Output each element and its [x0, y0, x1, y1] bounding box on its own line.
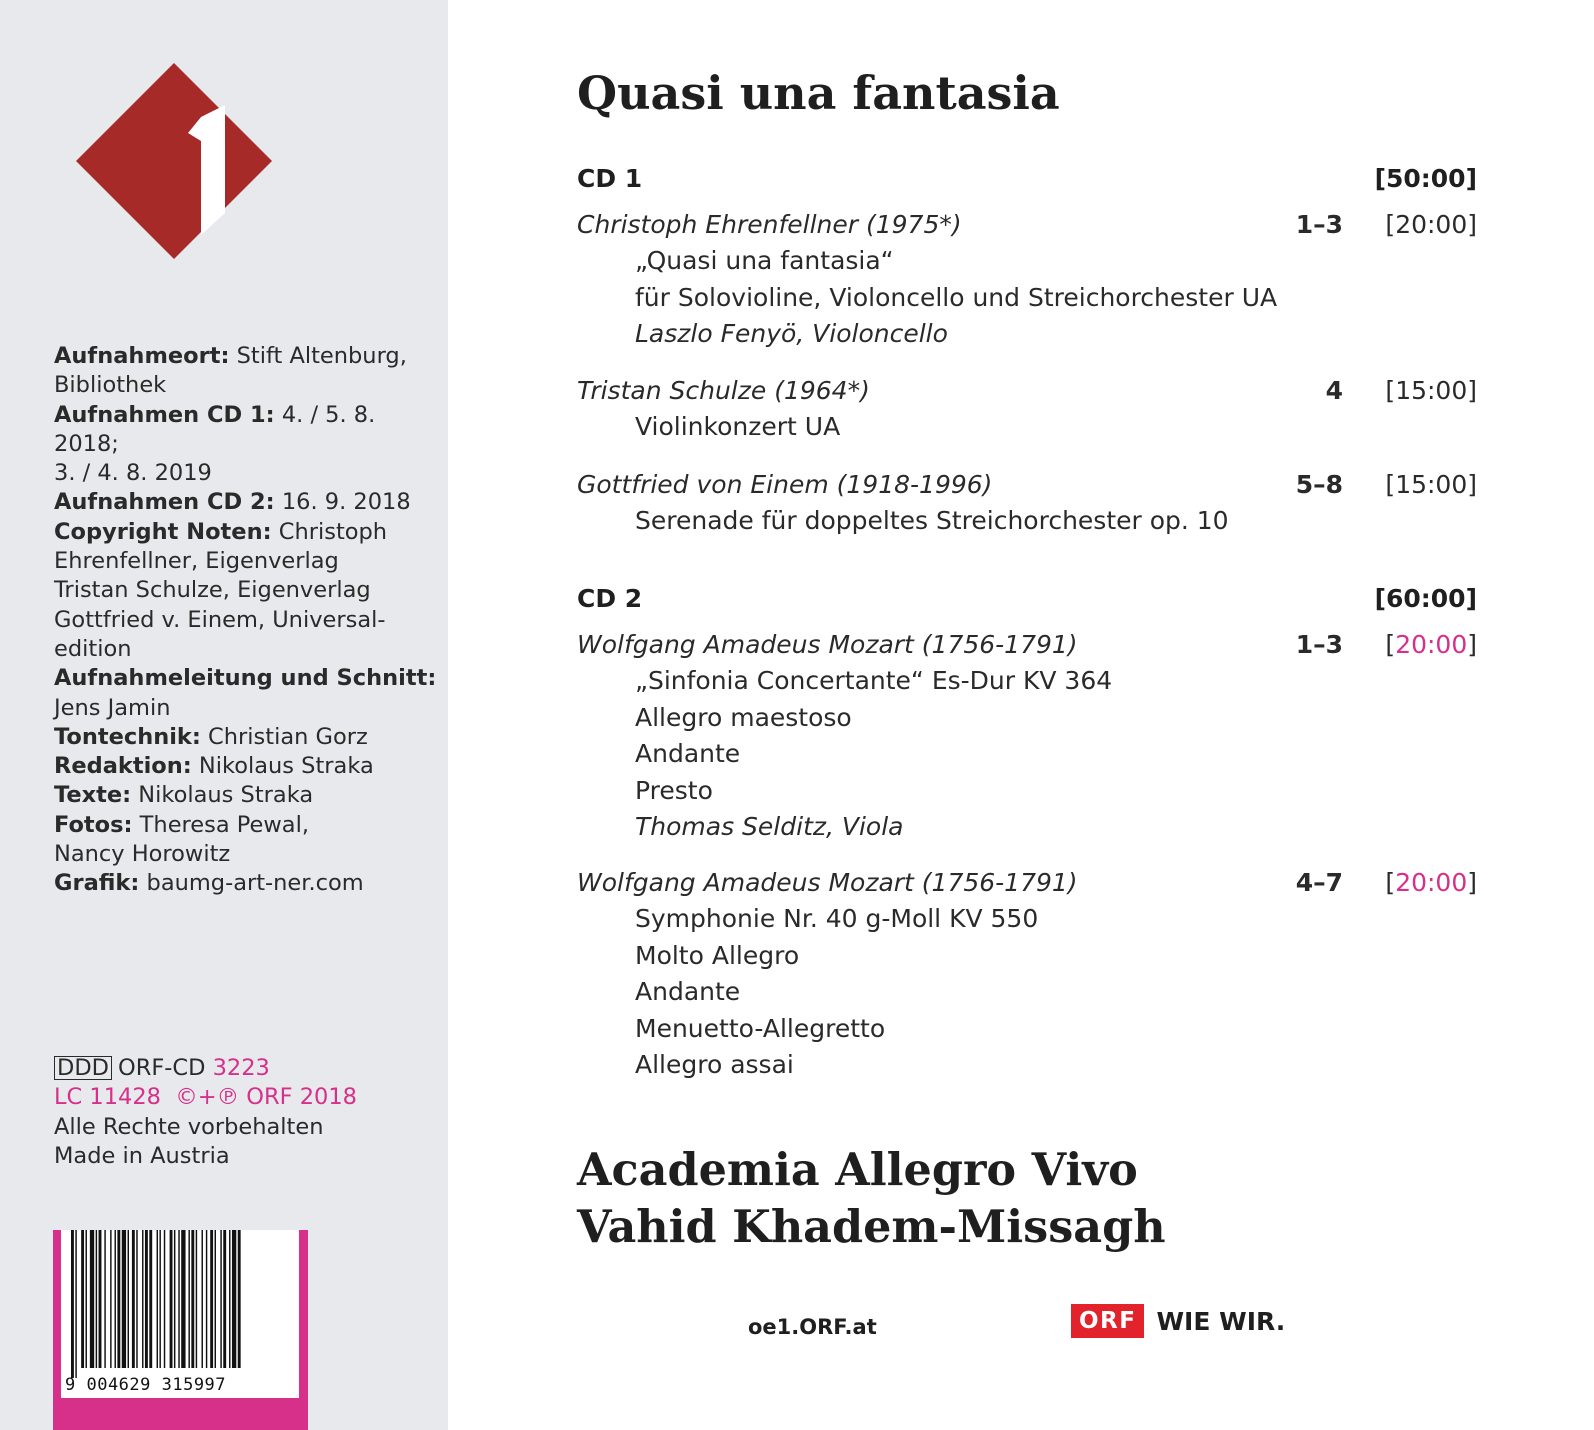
- credit-label: Tontechnik:: [54, 723, 201, 750]
- sidebar: [0, 0, 448, 1430]
- barcode-bar: [174, 1230, 175, 1368]
- credit-item: [54, 723, 439, 752]
- credit-label: Aufnahmen CD 1:: [54, 401, 275, 428]
- credit-item: [54, 342, 439, 401]
- label-code: LC 11428: [54, 1084, 161, 1111]
- work-line: Andante: [635, 977, 741, 1007]
- barcode-bar: [210, 1230, 213, 1368]
- legal-block: [54, 1054, 357, 1171]
- credit-label: Aufnahmen CD 2:: [54, 489, 275, 516]
- soloist-line: Laszlo Fenyö, Violoncello: [635, 319, 948, 349]
- credit-label: Fotos:: [54, 811, 133, 838]
- barcode-bar: [96, 1230, 97, 1368]
- composer-name: Wolfgang Amadeus Mozart (1756-1791): [577, 868, 1078, 897]
- ddd-badge: DDD: [54, 1056, 112, 1080]
- work-duration: [1385, 865, 1477, 901]
- track-numbers: 4–7: [1295, 868, 1343, 897]
- credit-item: [54, 869, 439, 898]
- credit-value: Bibliothek: [54, 372, 167, 399]
- credit-item: [54, 664, 439, 723]
- work-header: [577, 467, 1477, 503]
- cd-duration: [50:00]: [1374, 164, 1477, 193]
- credit-item: [54, 488, 439, 517]
- credit-item: [54, 811, 439, 870]
- work-mozart-symphony: [577, 865, 1477, 1083]
- barcode-bar: [220, 1230, 221, 1368]
- credit-value: Tristan Schulze, Eigenverlag: [54, 577, 371, 604]
- barcode-bar: [142, 1230, 143, 1368]
- work-ehrenfellner: [577, 207, 1477, 353]
- barcode-bar: [110, 1230, 111, 1368]
- barcode-bar: [229, 1230, 230, 1368]
- work-line: „Quasi una fantasia“: [635, 246, 894, 276]
- credit-label: Redaktion:: [54, 753, 192, 780]
- barcode-bar: [206, 1230, 207, 1368]
- barcode-bar: [232, 1230, 236, 1368]
- credits-block: [54, 342, 439, 899]
- bracket-open: [: [1385, 210, 1396, 239]
- work-line: „Sinfonia Concertante“ Es-Dur KV 364: [635, 666, 1113, 696]
- bracket-close: ]: [1467, 210, 1477, 239]
- barcode-panel: [53, 1230, 308, 1430]
- credit-item: [54, 781, 439, 810]
- credit-value: 3. / 4. 8. 2019: [54, 460, 212, 487]
- work-einem: [577, 467, 1477, 540]
- work-header: [577, 865, 1477, 901]
- performers: [577, 1142, 1166, 1256]
- barcode-bar: [117, 1230, 120, 1368]
- label-code-line: [54, 1083, 357, 1112]
- bracket-open: [: [1385, 630, 1396, 659]
- barcode-bar: [215, 1230, 216, 1368]
- catalog-prefix: ORF-CD: [117, 1055, 206, 1081]
- duration-value: 20:00: [1395, 630, 1468, 659]
- work-line: Molto Allegro: [635, 940, 800, 970]
- credit-value: Theresa Pewal,: [132, 811, 309, 838]
- duration-value: 15:00: [1395, 470, 1468, 499]
- composer-name: Tristan Schulze (1964*): [577, 376, 870, 405]
- barcode-label: [61, 1230, 299, 1398]
- barcode-bar: [99, 1230, 102, 1368]
- cd2-heading: [577, 584, 1477, 613]
- credit-value: edition: [54, 635, 132, 662]
- work-line: Andante: [635, 739, 741, 769]
- ensemble-name: Academia Allegro Vivo: [577, 1144, 1138, 1196]
- cd1-heading: [577, 164, 1477, 193]
- duration-value: 20:00: [1395, 210, 1468, 239]
- barcode-bar: [122, 1230, 126, 1368]
- barcode-bar: [164, 1230, 165, 1368]
- work-duration: [1385, 207, 1477, 243]
- credit-value: Stift Altenburg,: [229, 343, 407, 369]
- barcode-bar: [71, 1230, 74, 1378]
- work-line: Menuetto-Allegretto: [635, 1013, 886, 1043]
- orf-slogan: WIE WIR.: [1156, 1306, 1286, 1336]
- barcode-bar: [104, 1230, 105, 1368]
- credit-value: Nancy Horowitz: [54, 841, 231, 868]
- rights-text: Alle Rechte vorbehalten: [54, 1113, 324, 1140]
- credit-item: [54, 752, 439, 781]
- work-schulze: [577, 373, 1477, 446]
- work-line: Allegro maestoso: [635, 702, 852, 732]
- copyright-notice: ©+℗ ORF 2018: [175, 1084, 357, 1111]
- credit-label: Grafik:: [54, 870, 140, 897]
- credit-label: Aufnahmeort:: [54, 343, 230, 369]
- website-url: oe1.ORF.at: [748, 1315, 877, 1339]
- album-title: Quasi una fantasia: [577, 66, 1060, 120]
- barcode-bar: [128, 1230, 129, 1368]
- barcode-bar: [181, 1230, 185, 1368]
- work-duration: [1385, 627, 1477, 663]
- barcode-bar: [196, 1230, 197, 1368]
- barcode-bar: [75, 1230, 76, 1378]
- work-duration: [1385, 373, 1477, 409]
- work-line: Presto: [635, 775, 713, 805]
- bracket-close: ]: [1467, 376, 1477, 405]
- barcode-bar: [90, 1230, 94, 1368]
- barcode-bar: [191, 1230, 194, 1368]
- track-numbers: 1–3: [1295, 210, 1343, 239]
- barcode-bar: [188, 1230, 189, 1368]
- origin-text: Made in Austria: [54, 1142, 230, 1169]
- barcode-bar: [132, 1230, 135, 1368]
- cd-title: CD 2: [577, 584, 643, 613]
- bracket-close: ]: [1467, 470, 1477, 499]
- bracket-close: ]: [1467, 868, 1477, 897]
- diamond-shape: [76, 63, 272, 259]
- barcode-bar: [223, 1230, 226, 1368]
- credit-value: 16. 9. 2018: [274, 489, 411, 516]
- soloist-line: Thomas Selditz, Viola: [635, 812, 904, 842]
- work-header: [577, 373, 1477, 409]
- work-header: [577, 627, 1477, 663]
- credit-value: Nikolaus Straka: [191, 753, 374, 780]
- catalog-number: 3223: [212, 1055, 270, 1081]
- credit-value: Gottfried v. Einem, Universal-: [54, 606, 386, 633]
- duration-value: 20:00: [1395, 868, 1468, 897]
- work-line: Symphonie Nr. 40 g-Moll KV 550: [635, 904, 1039, 934]
- track-numbers: 5–8: [1295, 470, 1343, 499]
- diamond-logo: [76, 63, 272, 259]
- barcode-bar: [178, 1230, 179, 1368]
- work-line: für Solovioline, Violoncello und Streichorchester UA: [635, 282, 1278, 312]
- bracket-open: [: [1385, 470, 1396, 499]
- barcode-bar: [115, 1230, 116, 1368]
- credit-value: Christoph: [271, 518, 388, 545]
- work-line: Allegro assai: [635, 1050, 794, 1080]
- barcode-bars: [71, 1230, 289, 1378]
- cd-title: CD 1: [577, 164, 643, 193]
- barcode-bar: [157, 1230, 158, 1368]
- credit-item: [54, 518, 439, 664]
- work-line: Serenade für doppeltes Streichorchester op. 10: [635, 506, 1229, 536]
- composer-name: Christoph Ehrenfellner (1975*): [577, 210, 962, 239]
- work-line: Violinkonzert UA: [635, 412, 841, 442]
- credit-value: Nikolaus Straka: [131, 782, 314, 809]
- orf-brand: [1071, 1304, 1285, 1338]
- credit-value: Christian Gorz: [200, 723, 368, 750]
- credit-item: [54, 401, 439, 489]
- barcode-number: 9 004629 315997: [65, 1375, 227, 1395]
- credit-value: 4. / 5. 8. 2018;: [54, 401, 376, 457]
- bracket-open: [: [1385, 376, 1396, 405]
- work-duration: [1385, 467, 1477, 503]
- barcode-bar: [81, 1230, 84, 1368]
- conductor-name: Vahid Khadem-Missagh: [577, 1201, 1166, 1253]
- work-mozart-sinfonia: [577, 627, 1477, 845]
- track-numbers: 4: [1325, 376, 1343, 405]
- barcode-bar: [159, 1230, 160, 1368]
- track-numbers: 1–3: [1295, 630, 1343, 659]
- bracket-close: ]: [1467, 630, 1477, 659]
- barcode-bar: [86, 1230, 87, 1368]
- barcode-bar: [170, 1230, 173, 1368]
- credit-label: Aufnahmeleitung und Schnitt:: [54, 665, 437, 692]
- composer-name: Wolfgang Amadeus Mozart (1756-1791): [577, 630, 1078, 659]
- barcode-bar: [202, 1230, 203, 1368]
- orf-logo: ORF: [1071, 1304, 1144, 1338]
- barcode-bar: [238, 1230, 241, 1368]
- composer-name: Gottfried von Einem (1918-1996): [577, 470, 993, 499]
- barcode-bar: [145, 1230, 148, 1368]
- catalog-line: [54, 1054, 357, 1083]
- credit-label: Texte:: [54, 782, 132, 809]
- credit-value: baumg-art-ner.com: [139, 870, 364, 897]
- credit-label: Copyright Noten:: [54, 518, 272, 545]
- cd-duration: [60:00]: [1374, 584, 1477, 613]
- work-header: [577, 207, 1477, 243]
- credit-value: Jens Jamin: [54, 694, 171, 721]
- barcode-bar: [136, 1230, 137, 1368]
- barcode-bar: [149, 1230, 152, 1368]
- bracket-open: [: [1385, 868, 1396, 897]
- duration-value: 15:00: [1395, 376, 1468, 405]
- credit-value: Ehrenfellner, Eigenverlag: [54, 548, 339, 575]
